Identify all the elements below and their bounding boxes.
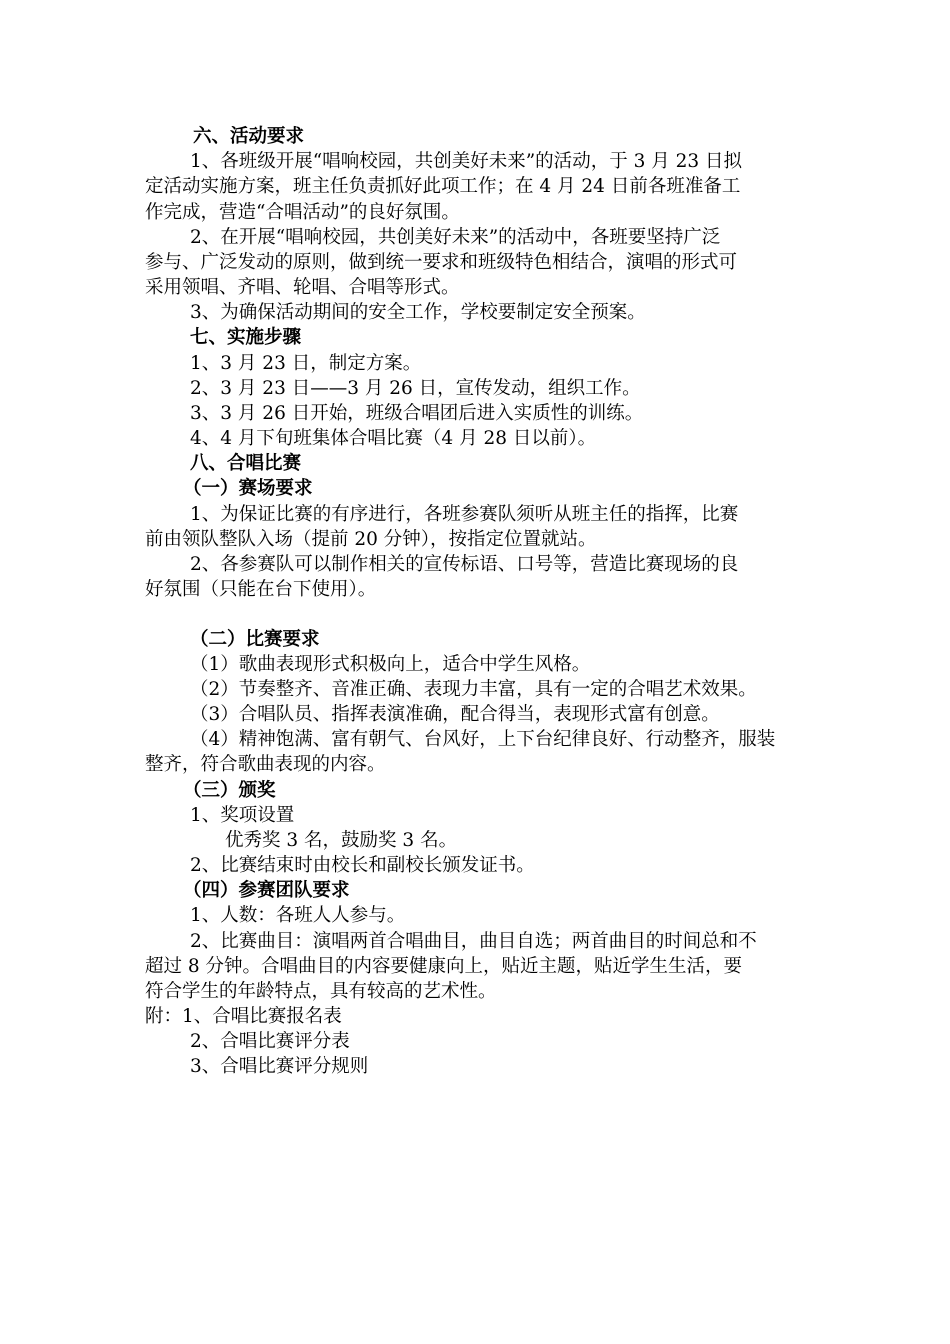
paragraph-line: 2、比赛曲目：演唱两首合唱曲目，曲目自选；两首曲目的时间总和不 (190, 931, 757, 952)
subsection-heading: （三）颁奖 (183, 780, 276, 801)
list-item: （3）合唱队员、指挥表演准确，配合得当，表现形式富有创意。 (190, 704, 720, 725)
paragraph-line: 好氛围（只能在台下使用）。 (145, 579, 377, 600)
paragraph-line: 参与、广泛发动的原则，做到统一要求和班级特色相结合，演唱的形式可 (145, 252, 738, 273)
list-item: 2、比赛结束时由校长和副校长颁发证书。 (190, 855, 535, 876)
appendix-item: 附：1、合唱比赛报名表 (145, 1006, 342, 1027)
paragraph-line: 1、各班级开展“唱响校园，共创美好未来”的活动，于 3 月 23 日拟 (190, 151, 743, 172)
list-item-detail: 优秀奖 3 名，鼓励奖 3 名。 (225, 830, 458, 851)
list-item: 1、人数：各班人人参与。 (190, 905, 406, 926)
section-heading: 六、活动要求 (193, 126, 305, 147)
paragraph-line: 1、为保证比赛的有序进行，各班参赛队须听从班主任的指挥，比赛 (190, 504, 739, 525)
subsection-heading: （四）参赛团队要求 (183, 880, 350, 901)
paragraph-line: 3、为确保活动期间的安全工作，学校要制定安全预案。 (190, 302, 646, 323)
paragraph-line: 定活动实施方案，班主任负责抓好此项工作；在 4 月 24 日前各班准备工 (145, 176, 741, 197)
list-item: 整齐，符合歌曲表现的内容。 (145, 754, 386, 775)
section-heading: 八、合唱比赛 (190, 453, 302, 474)
list-item: 1、3 月 23 日，制定方案。 (190, 353, 422, 374)
paragraph-line: 前由领队整队入场（提前 20 分钟），按指定位置就站。 (145, 529, 597, 550)
paragraph-line: 超过 8 分钟。合唱曲目的内容要健康向上，贴近主题，贴近学生生活，要 (145, 956, 743, 977)
list-item: （2）节奏整齐、音准正确、表现力丰富，具有一定的合唱艺术效果。 (190, 679, 757, 700)
list-item: 1、奖项设置 (190, 805, 295, 826)
subsection-heading: （二）比赛要求 (190, 629, 320, 650)
section-heading: 七、实施步骤 (190, 327, 302, 348)
subsection-heading: （一）赛场要求 (183, 478, 313, 499)
list-item: （1）歌曲表现形式积极向上，适合中学生风格。 (190, 654, 591, 675)
paragraph-line: 采用领唱、齐唱、轮唱、合唱等形式。 (145, 277, 460, 298)
appendix-item: 3、合唱比赛评分规则 (190, 1056, 369, 1077)
paragraph-line: 符合学生的年龄特点，具有较高的艺术性。 (145, 981, 497, 1002)
appendix-item: 2、合唱比赛评分表 (190, 1031, 350, 1052)
list-item: 2、3 月 23 日——3 月 26 日，宣传发动，组织工作。 (190, 378, 641, 399)
list-item: 3、3 月 26 日开始，班级合唱团后进入实质性的训练。 (190, 403, 644, 424)
paragraph-line: 2、在开展“唱响校园，共创美好未来”的活动中，各班要坚持广泛 (190, 227, 721, 248)
paragraph-line: 作完成，营造“合唱活动”的良好氛围。 (145, 202, 460, 223)
paragraph-line: 2、各参赛队可以制作相关的宣传标语、口号等，营造比赛现场的良 (190, 554, 739, 575)
list-item: （4）精神饱满、富有朝气、台风好，上下台纪律良好、行动整齐，服装 (190, 729, 776, 750)
list-item: 4、4 月下旬班集体合唱比赛（4 月 28 日以前）。 (190, 428, 597, 449)
